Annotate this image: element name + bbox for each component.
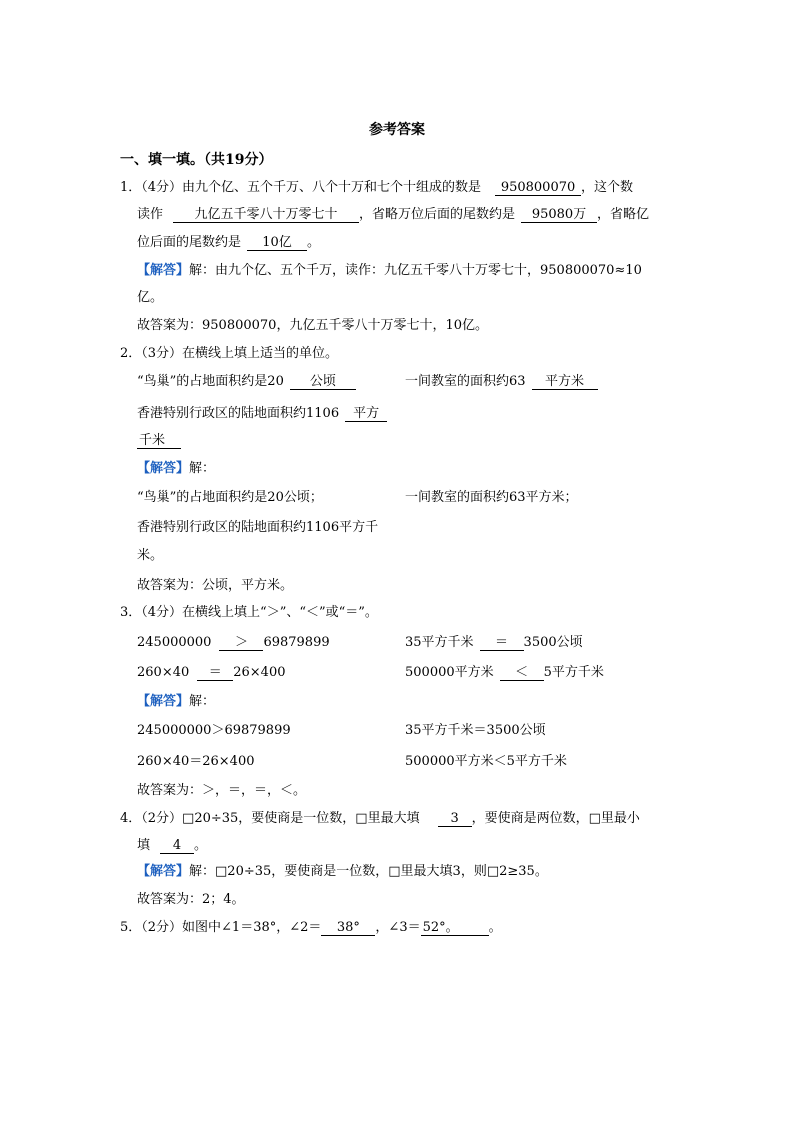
q2-solution-label: 解： — [189, 461, 216, 476]
q3-compare-4 — [405, 663, 604, 683]
q4-text-c: 填 — [137, 838, 151, 853]
q3-solution-3: 260×40＝26×400 — [137, 754, 255, 769]
q2-solution-1: “鸟巢”的占地面积约是20公顷； — [137, 490, 323, 505]
q1-solution-1 — [137, 261, 642, 281]
q3-solution-2: 35平方千米＝3500公顷 — [405, 723, 546, 738]
q2-blank-1: 公顷 — [290, 374, 356, 390]
q3-compare-3 — [137, 663, 286, 683]
q2-blank-3b: 千米 — [137, 433, 181, 449]
q1-text-f: 位后面的尾数约是 — [137, 235, 242, 250]
q3-right-1: 69879899 — [263, 635, 330, 650]
section-heading: 一、填一填。（共19分） — [120, 152, 273, 168]
q5-text-c: 。 — [488, 920, 502, 935]
q3-right-3: 26×400 — [233, 665, 286, 680]
q3-solution-4: 500000平方米＜5平方千米 — [405, 754, 567, 769]
q1-solution-2: 亿。 — [137, 290, 164, 305]
q2-text-b: 一间教室的面积约63 — [405, 374, 526, 389]
q4-solution-tag: 【解答】 — [137, 864, 190, 879]
q5-text-a: 5．（2分）如图中∠1＝38°，∠2＝ — [120, 920, 322, 935]
q1-line-1 — [120, 178, 633, 198]
q1-line-2 — [137, 205, 649, 225]
q2-blank-3a: 平方 — [345, 406, 387, 422]
q4-solution-1 — [137, 862, 548, 882]
q3-solution-label: 解： — [189, 694, 216, 709]
q1-blank-1: 950800070 — [495, 180, 581, 196]
q3-left-3: 260×40 — [137, 665, 190, 680]
q1-answer: 故答案为：950800070，九亿五千零八十万零七十，10亿。 — [137, 318, 488, 333]
q2-answer: 故答案为：公顷，平方米。 — [137, 578, 294, 593]
q4-blank-2: 4 — [160, 838, 194, 854]
q1-text-b: ，这个数 — [581, 180, 634, 195]
q3-line-1: 3．（4分）在横线上填上“＞”、“＜”或“＝”。 — [120, 605, 378, 620]
q3-solution-head — [137, 692, 215, 712]
q4-text-b: ，要使商是两位数，□里最小 — [471, 811, 640, 826]
q1-text-c: 读作 — [137, 207, 164, 222]
q1-text-e: ，省略亿 — [597, 207, 650, 222]
q4-blank-1: 3 — [438, 811, 472, 827]
q2-solution-4: 米。 — [137, 548, 164, 563]
q3-blank-3: ＝ — [197, 665, 233, 681]
q4-solution-text: 解：□20÷35，要使商是一位数，□里最大填3，则□2≥35。 — [189, 864, 548, 879]
q3-left-1: 245000000 — [137, 635, 212, 650]
q5-text-b: ，∠3＝ — [375, 920, 421, 935]
q1-solution-tag: 【解答】 — [137, 263, 190, 278]
q2-blank-line-3 — [137, 404, 387, 424]
q1-blank-4: 10亿 — [247, 235, 307, 251]
page-title: 参考答案 — [369, 122, 425, 138]
q3-left-4: 500000平方米 — [405, 665, 494, 680]
q2-solution-3: 香港特别行政区的陆地面积约1106平方千 — [137, 520, 379, 535]
q3-compare-1 — [137, 633, 330, 653]
q1-line-3 — [137, 233, 320, 253]
q2-blank-line-2 — [405, 372, 598, 392]
q3-blank-1: ＞ — [219, 635, 263, 651]
q3-solution-tag: 【解答】 — [137, 694, 190, 709]
q2-text-c: 香港特别行政区的陆地面积约1106 — [137, 406, 340, 421]
q5-line-1 — [120, 918, 502, 938]
q2-text-a: “鸟巢”的占地面积约是20 — [137, 374, 284, 389]
q2-solution-tag: 【解答】 — [137, 461, 190, 476]
q1-solution-text: 解：由九个亿、五个千万，读作：九亿五千零八十万零七十，950800070≈10 — [189, 263, 642, 278]
q1-blank-2: 九亿五千零八十万零七十 — [173, 207, 359, 223]
q3-right-4: 5平方千米 — [543, 665, 604, 680]
q3-blank-2: ＝ — [480, 635, 524, 651]
q2-blank-2: 平方米 — [532, 374, 598, 390]
q3-solution-1: 245000000＞69879899 — [137, 723, 291, 738]
q3-right-2: 3500公顷 — [523, 635, 583, 650]
q2-solution-head — [137, 459, 215, 479]
q4-line-2 — [137, 836, 207, 856]
q3-answer: 故答案为：＞，＝，＝，＜。 — [137, 783, 307, 798]
q2-solution-2: 一间教室的面积约63平方米； — [405, 490, 578, 505]
q2-blank-line-1 — [137, 372, 356, 392]
q3-blank-4: ＜ — [500, 665, 544, 681]
q3-left-2: 35平方千米 — [405, 635, 474, 650]
q4-answer: 故答案为：2；4。 — [137, 892, 245, 907]
q1-text-d: ，省略万位后面的尾数约是 — [359, 207, 516, 222]
q2-blank-line-4 — [137, 431, 181, 451]
q1-text-a: 1．（4分）由九个亿、五个千万、八个十万和七个十组成的数是 — [120, 180, 482, 195]
q1-blank-3: 95080万 — [521, 207, 597, 223]
q2-line-1: 2．（3分）在横线上填上适当的单位。 — [120, 346, 339, 361]
q4-text-a: 4．（2分）□20÷35，要使商是一位数，□里最大填 — [120, 811, 420, 826]
q3-compare-2 — [405, 633, 583, 653]
q1-text-g: 。 — [307, 235, 321, 250]
q5-blank-2: 52°。 — [421, 920, 489, 936]
q5-blank-1: 38° — [321, 920, 375, 936]
q4-text-d: 。 — [194, 838, 208, 853]
q4-line-1 — [120, 809, 640, 829]
